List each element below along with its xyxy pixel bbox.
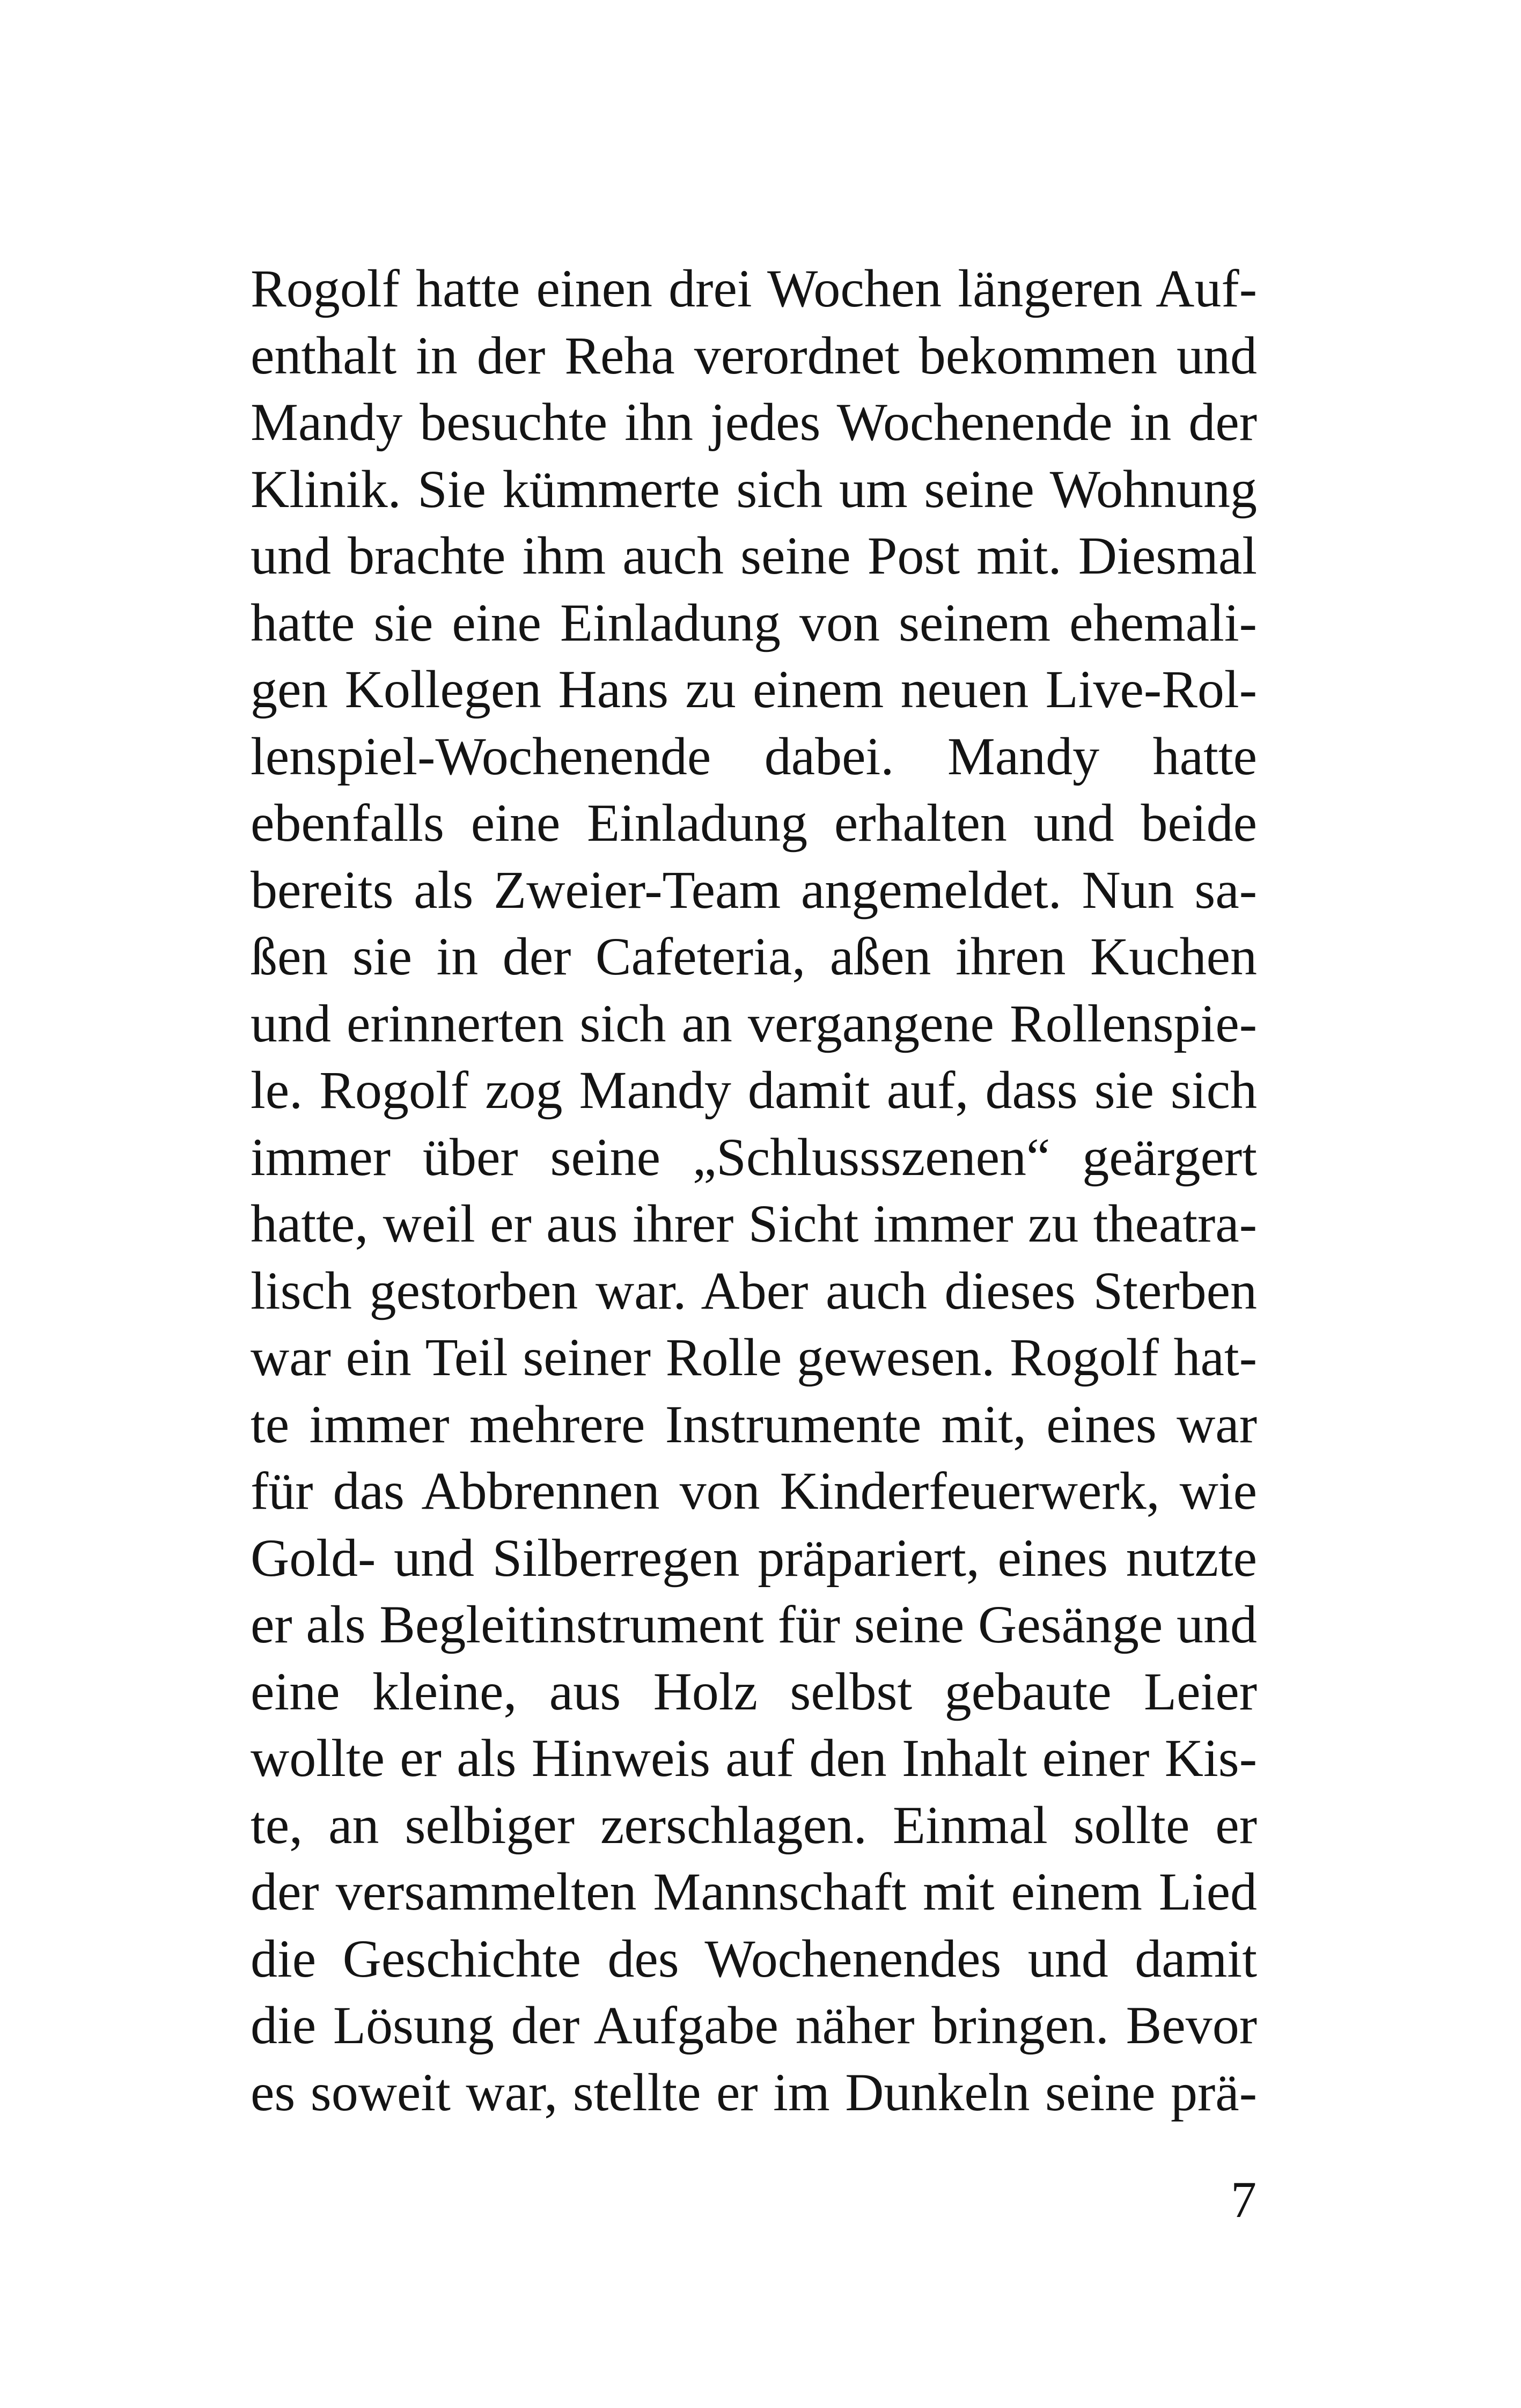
text-line: ebenfalls eine Einladung erhalten und beide [251,793,1257,853]
text-line: Klinik. Sie kümmerte sich um seine Wohnung [251,459,1257,519]
text-line: gen Kollegen Hans zu einem neuen Live-Rol- [251,659,1257,719]
text-line: lisch gestorben war. Aber auch dieses Sterben [251,1260,1257,1320]
text-line: war ein Teil seiner Rolle gewesen. Rogolf hat- [251,1327,1257,1387]
text-line: und brachte ihm auch seine Post mit. Diesmal [251,526,1257,585]
text-line: Mandy besuchte ihn jedes Wochenende in der [251,392,1257,452]
text-line: le. Rogolf zog Mandy damit auf, dass sie sich [251,1060,1257,1120]
text-line: hatte sie eine Einladung von seinem ehemali- [251,592,1257,652]
text-line: enthalt in der Reha verordnet bekommen und [251,325,1257,385]
text-line: te immer mehrere Instrumente mit, eines war [251,1394,1257,1454]
body-text [251,255,1257,2126]
text-line: lenspiel-Wochenende dabei. Mandy hatte [251,726,1257,786]
text-line: für das Abbrennen von Kinderfeuerwerk, wie [251,1461,1257,1521]
text-line: ßen sie in der Cafeteria, aßen ihren Kuchen [251,927,1257,986]
text-line: hatte, weil er aus ihrer Sicht immer zu theatra- [251,1194,1257,1253]
text-line: die Geschichte des Wochenendes und damit [251,1928,1257,1988]
text-line: te, an selbiger zerschlagen. Einmal sollte er [251,1795,1257,1855]
text-line: immer über seine „Schlussszenen“ geärgert [251,1127,1257,1187]
page-number: 7 [1231,2171,1257,2228]
text-line: er als Begleitinstrument für seine Gesänge und [251,1595,1257,1654]
text-line: die Lösung der Aufgabe näher bringen. Bevor [251,1995,1257,2055]
text-line: wollte er als Hinweis auf den Inhalt einer Kis- [251,1728,1257,1788]
text-line: bereits als Zweier-Team angemeldet. Nun sa- [251,860,1257,920]
text-line: es soweit war, stellte er im Dunkeln seine prä- [251,2062,1257,2122]
text-line: Gold- und Silberregen präpariert, eines nutzte [251,1528,1257,1588]
text-line: Rogolf hatte einen drei Wochen längeren Auf- [251,259,1257,318]
text-line: eine kleine, aus Holz selbst gebaute Leier [251,1661,1257,1721]
text-line: der versammelten Mannschaft mit einem Lied [251,1862,1257,1921]
text-line: und erinnerten sich an vergangene Rollenspie- [251,993,1257,1053]
